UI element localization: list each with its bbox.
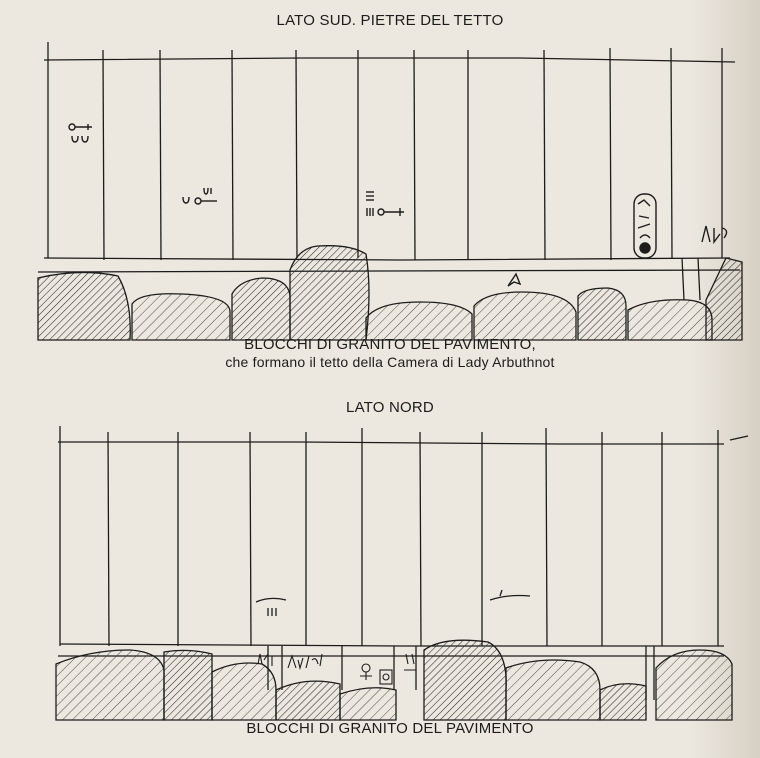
- granite-block: [38, 272, 130, 340]
- south-elevation: [38, 42, 740, 300]
- south-joint: [544, 50, 545, 260]
- south-joint: [296, 50, 297, 258]
- north-caption: BLOCCHI DI GRANITO DEL PAVIMENTO: [246, 720, 534, 737]
- north-title: LATO NORD: [346, 399, 434, 416]
- granite-block: [628, 300, 712, 340]
- granite-block: [366, 302, 472, 340]
- south-bottom-line: [44, 258, 730, 260]
- north-joint: [420, 432, 421, 646]
- south-top-line: [44, 58, 735, 62]
- granite-block: [578, 288, 626, 340]
- granite-block: [424, 640, 506, 720]
- granite-block: [276, 681, 340, 720]
- south-quarry-marks: [69, 124, 727, 286]
- granite-block: [56, 650, 164, 720]
- south-joint: [610, 48, 611, 260]
- hieratic-mark: [702, 226, 727, 242]
- granite-block: [212, 663, 276, 720]
- south-joint: [671, 48, 672, 258]
- north-joint: [546, 428, 547, 646]
- granite-block: [132, 294, 230, 340]
- north-elevation: [58, 426, 748, 700]
- south-joint: [414, 50, 415, 260]
- south-joint: [103, 50, 104, 260]
- cartouche-mark-3: [366, 192, 404, 216]
- granite-block: [232, 278, 290, 340]
- north-bottom-line: [60, 644, 724, 646]
- granite-block: [600, 684, 646, 720]
- cartouche-mark-1: [69, 124, 92, 142]
- granite-block: [290, 246, 369, 340]
- bird-sketch: [508, 274, 520, 286]
- south-title: LATO SUD. PIETRE DEL TETTO: [276, 12, 504, 29]
- hieratic-cartouche: [634, 194, 656, 258]
- granite-block: [474, 292, 576, 340]
- cartouche-mark-2: [183, 188, 217, 204]
- south-joint: [232, 50, 233, 260]
- north-joint: [250, 432, 251, 646]
- quarry-mark-right: [490, 590, 530, 600]
- south-joint: [160, 50, 161, 260]
- granite-block: [164, 650, 212, 720]
- granite-block: [506, 660, 600, 720]
- south-caption-line1: BLOCCHI DI GRANITO DEL PAVIMENTO,: [244, 336, 536, 353]
- granite-block: [340, 688, 396, 720]
- south-caption-line2: che formano il tetto della Camera di Lady Arbuthnot: [225, 354, 555, 370]
- north-joint: [108, 432, 109, 646]
- north-top-line: [58, 442, 724, 444]
- granite-block: [656, 650, 732, 720]
- quarry-mark-left: [256, 598, 286, 616]
